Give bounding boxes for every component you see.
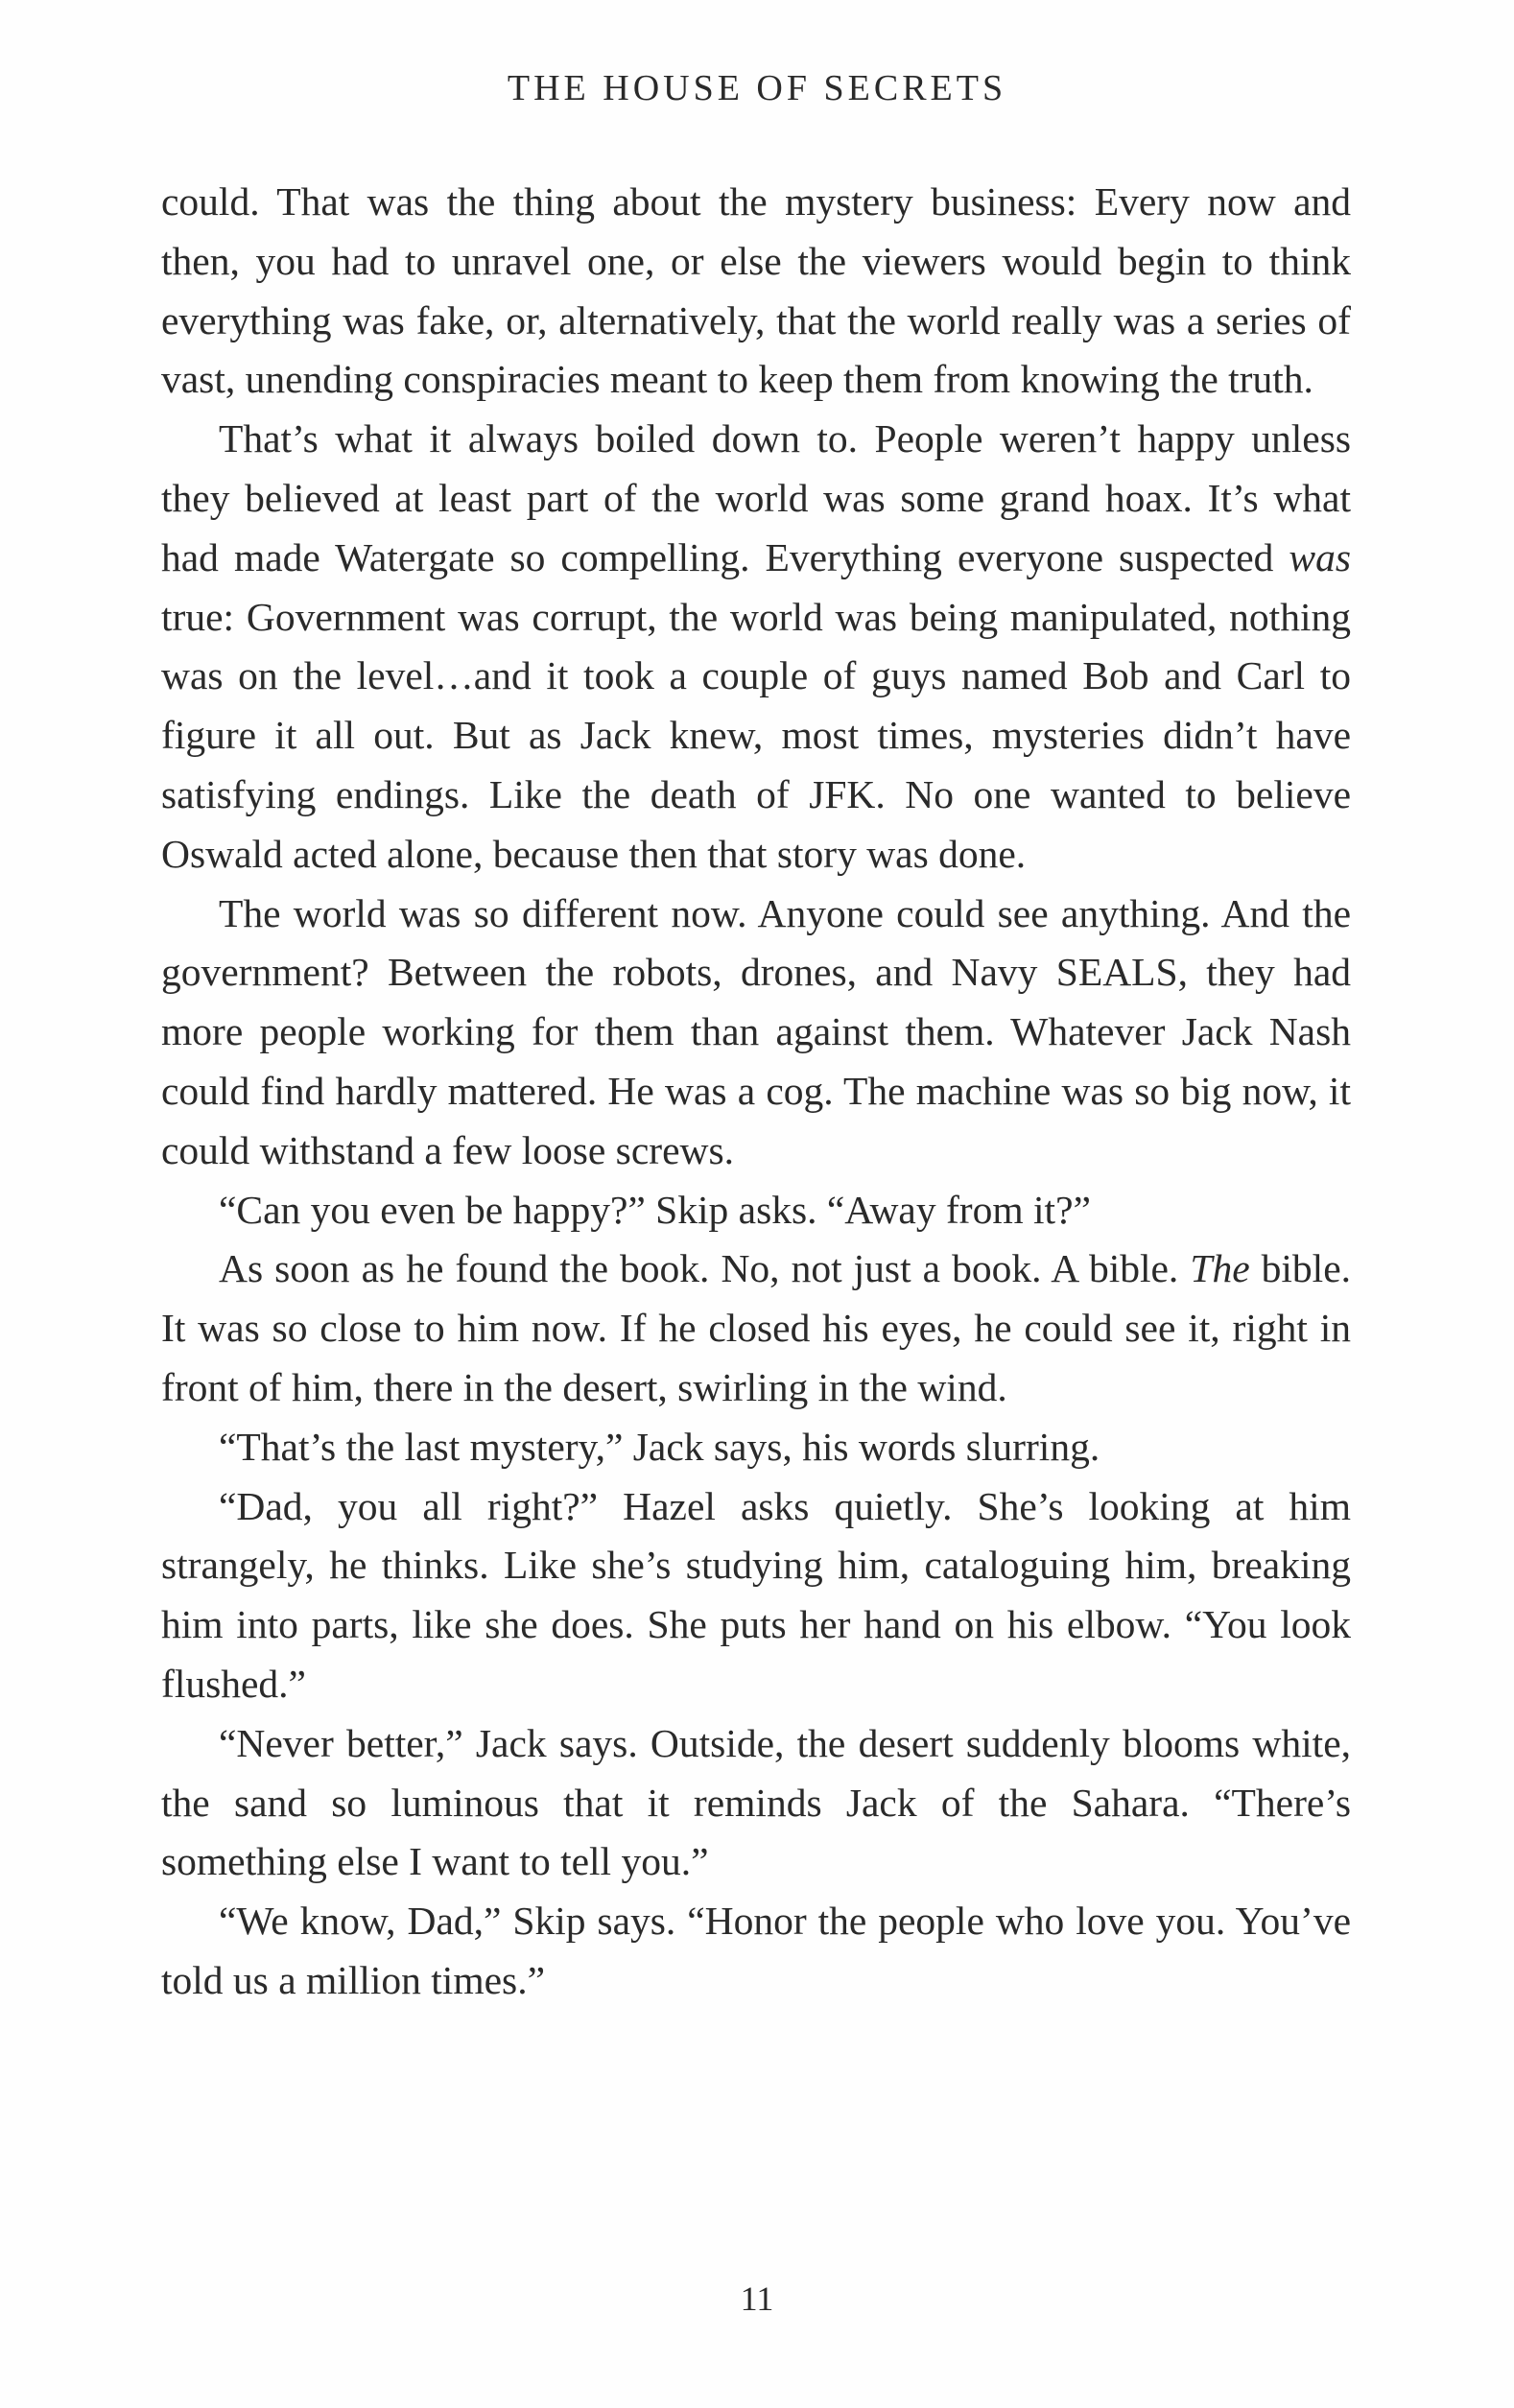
body-text	[161, 173, 1351, 2011]
paragraph-text: true: Government was corrupt, the world was being manipulated, nothing was on the level…and it took a couple of guys named Bob and Carl to figure it all out. But as Jack knew, most times, mysteries didn’t have satisfying endings. Like the death of JFK. No one wanted to believe Oswald acted alone, because then that story was done.	[161, 594, 1351, 876]
paragraph-text: The world was so different now. Anyone could see anything. And the government? Between the robots, drones, and Navy SEALS, they had more people working for them than against them. Whatever Jack Nash could find hardly mattered. He was a cog. The machine was so big now, it could withstand a few loose screws.	[161, 890, 1351, 1172]
paragraph-text: “Can you even be happy?” Skip asks. “Away from it?”	[219, 1187, 1091, 1232]
paragraph-2	[161, 410, 1351, 884]
paragraph-text: could. That was the thing about the mystery business: Every now and then, you had to unravel one, or else the viewers would begin to think everything was fake, or, alternatively, that the world really was a series of vast, unending conspiracies meant to keep them from knowing the truth.	[161, 179, 1351, 402]
paragraph-text: “Never better,” Jack says. Outside, the desert suddenly blooms white, the sand so luminous that it reminds Jack of the Sahara. “There’s something else I want to tell you.”	[161, 1720, 1351, 1884]
paragraph-1	[161, 173, 1351, 410]
paragraph-8	[161, 1714, 1351, 1892]
paragraph-7	[161, 1477, 1351, 1714]
page-number: 11	[740, 2279, 774, 2318]
paragraph-text: As soon as he found the book. No, not just a book. A bible.	[219, 1246, 1191, 1291]
running-head: THE HOUSE OF SECRETS	[507, 68, 1007, 108]
paragraph-text: “Dad, you all right?” Hazel asks quietly. She’s looking at him strangely, he thinks. Like she’s studying him, cataloguing him, breaking him into parts, like she does. She puts her hand on his elbow. “You look flushed.”	[161, 1483, 1351, 1706]
paragraph-4	[161, 1181, 1351, 1240]
paragraph-3	[161, 885, 1351, 1181]
paragraph-text: “We know, Dad,” Skip says. “Honor the people who love you. You’ve told us a million times.”	[161, 1899, 1351, 2002]
paragraph-text: bible. It was so close to him now. If he closed his eyes, he could see it, right in front of him, there in the desert, swirling in the wind.	[161, 1246, 1352, 1409]
paragraph-text: That’s what it always boiled down to. People weren’t happy unless they believed at least part of the world was some grand hoax. It’s what had made Watergate so compelling. Everything everyone suspected	[161, 416, 1351, 579]
paragraph-5	[161, 1239, 1351, 1417]
italic-word: The	[1190, 1246, 1250, 1291]
paragraph-9	[161, 1892, 1351, 2011]
italic-word: was	[1289, 534, 1351, 579]
paragraph-6	[161, 1418, 1351, 1477]
paragraph-text: “That’s the last mystery,” Jack says, his words slurring.	[219, 1424, 1100, 1469]
